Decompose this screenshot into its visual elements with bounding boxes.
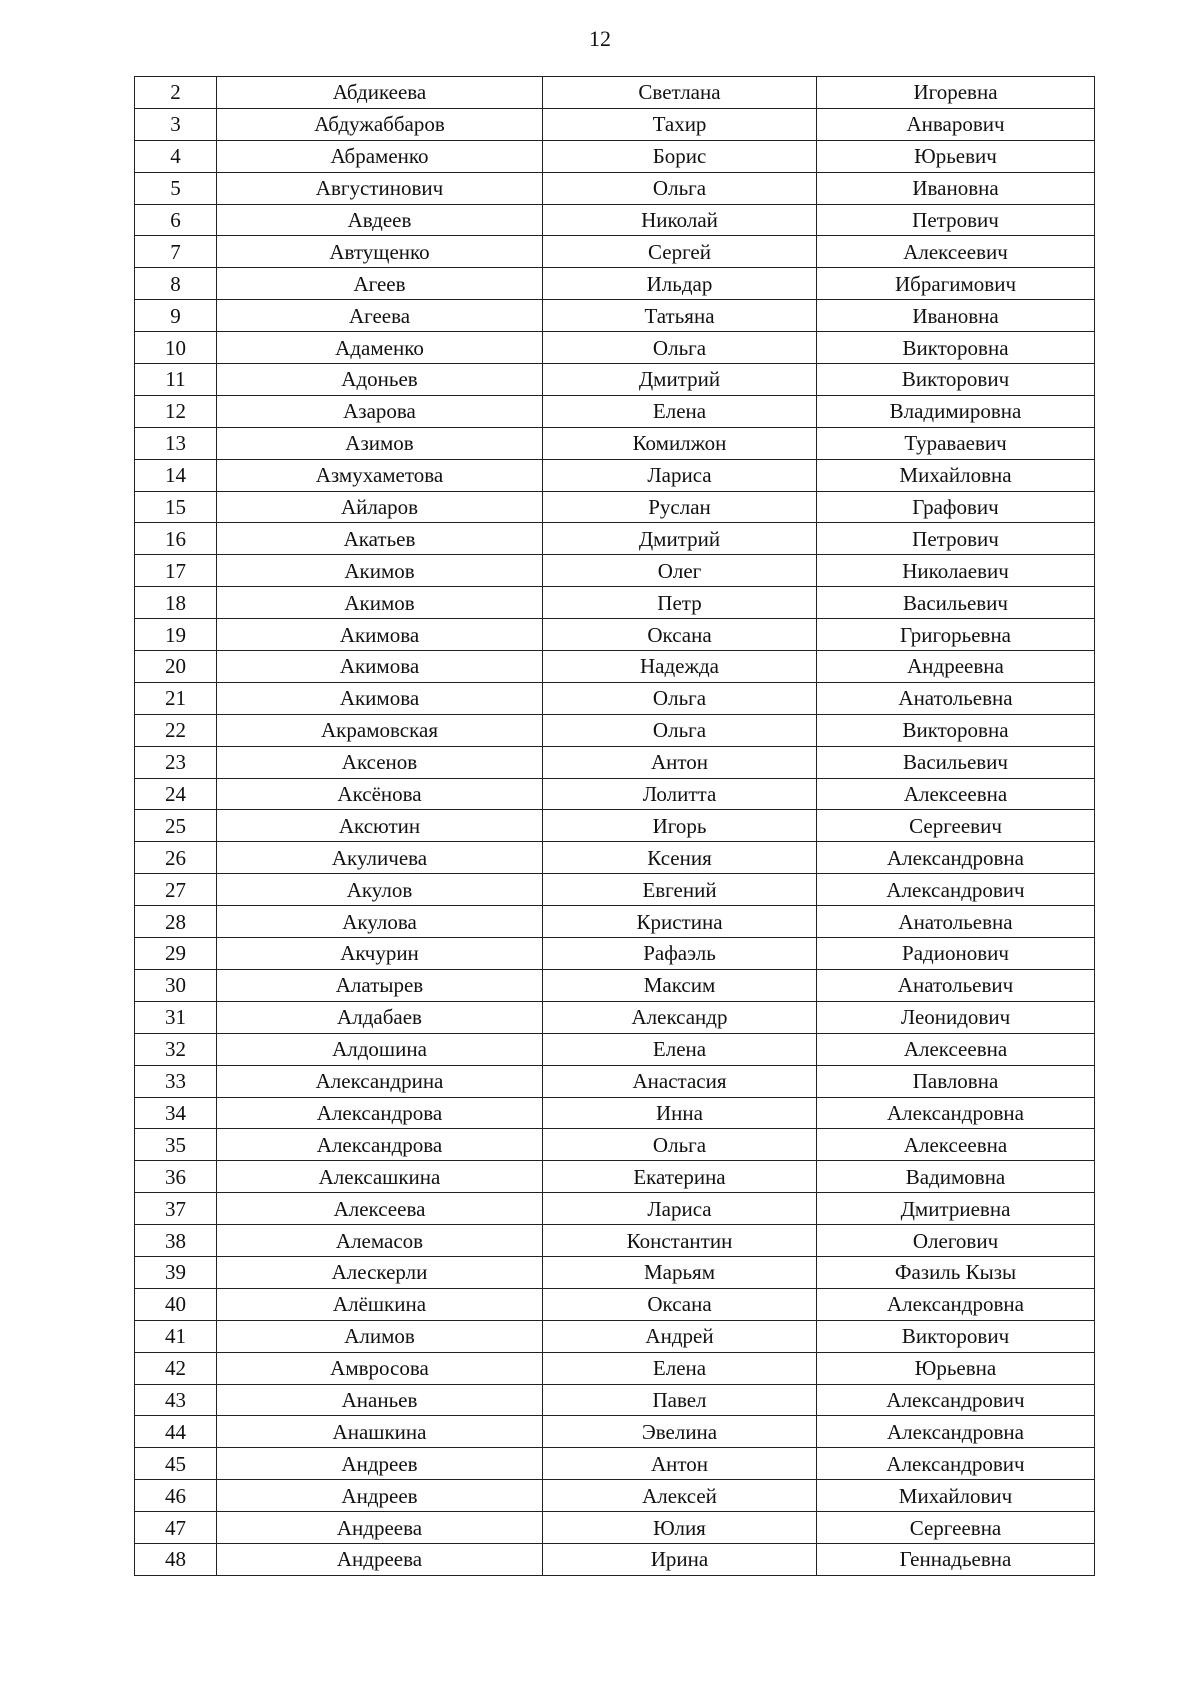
- surname-cell: Акуличева: [217, 842, 543, 874]
- table-row: [135, 1320, 1095, 1352]
- surname-cell: Азарова: [217, 395, 543, 427]
- surname-cell: Алатырев: [217, 969, 543, 1001]
- patronymic-cell: Петрович: [817, 523, 1095, 555]
- table-row: [135, 842, 1095, 874]
- patronymic-cell: Михайловна: [817, 459, 1095, 491]
- first-name-cell: Александр: [543, 1001, 817, 1033]
- row-number-cell: 40: [135, 1288, 217, 1320]
- row-number-cell: 38: [135, 1225, 217, 1257]
- table-row: [135, 810, 1095, 842]
- table-row: [135, 555, 1095, 587]
- first-name-cell: Екатерина: [543, 1161, 817, 1193]
- patronymic-cell: Радионович: [817, 938, 1095, 970]
- row-number-cell: 22: [135, 714, 217, 746]
- row-number-cell: 14: [135, 459, 217, 491]
- table-row: [135, 140, 1095, 172]
- table-row: [135, 1543, 1095, 1575]
- row-number-cell: 28: [135, 906, 217, 938]
- table-row: [135, 332, 1095, 364]
- names-table-body: [135, 77, 1095, 1576]
- row-number-cell: 29: [135, 938, 217, 970]
- row-number-cell: 11: [135, 364, 217, 396]
- row-number-cell: 27: [135, 874, 217, 906]
- first-name-cell: Павел: [543, 1384, 817, 1416]
- surname-cell: Аксенов: [217, 746, 543, 778]
- surname-cell: Алёшкина: [217, 1288, 543, 1320]
- patronymic-cell: Сергеевич: [817, 810, 1095, 842]
- first-name-cell: Елена: [543, 1033, 817, 1065]
- first-name-cell: Ольга: [543, 332, 817, 364]
- row-number-cell: 20: [135, 651, 217, 683]
- patronymic-cell: Игоревна: [817, 77, 1095, 109]
- table-row: [135, 204, 1095, 236]
- patronymic-cell: Павловна: [817, 1065, 1095, 1097]
- row-number-cell: 24: [135, 778, 217, 810]
- surname-cell: Акрамовская: [217, 714, 543, 746]
- row-number-cell: 30: [135, 969, 217, 1001]
- first-name-cell: Лолитта: [543, 778, 817, 810]
- table-row: [135, 1384, 1095, 1416]
- row-number-cell: 16: [135, 523, 217, 555]
- patronymic-cell: Сергеевна: [817, 1512, 1095, 1544]
- table-row: [135, 1129, 1095, 1161]
- table-row: [135, 1480, 1095, 1512]
- first-name-cell: Ксения: [543, 842, 817, 874]
- patronymic-cell: Алексеевич: [817, 236, 1095, 268]
- row-number-cell: 12: [135, 395, 217, 427]
- table-row: [135, 1288, 1095, 1320]
- patronymic-cell: Викторович: [817, 364, 1095, 396]
- surname-cell: Андреева: [217, 1543, 543, 1575]
- row-number-cell: 35: [135, 1129, 217, 1161]
- row-number-cell: 44: [135, 1416, 217, 1448]
- table-row: [135, 1256, 1095, 1288]
- surname-cell: Алемасов: [217, 1225, 543, 1257]
- table-row: [135, 300, 1095, 332]
- surname-cell: Алдабаев: [217, 1001, 543, 1033]
- surname-cell: Амвросова: [217, 1352, 543, 1384]
- patronymic-cell: Александровна: [817, 1097, 1095, 1129]
- first-name-cell: Елена: [543, 395, 817, 427]
- first-name-cell: Кристина: [543, 906, 817, 938]
- table-row: [135, 1097, 1095, 1129]
- first-name-cell: Дмитрий: [543, 523, 817, 555]
- first-name-cell: Светлана: [543, 77, 817, 109]
- row-number-cell: 13: [135, 427, 217, 459]
- surname-cell: Алескерли: [217, 1256, 543, 1288]
- patronymic-cell: Александрович: [817, 1448, 1095, 1480]
- table-row: [135, 1352, 1095, 1384]
- row-number-cell: 5: [135, 172, 217, 204]
- patronymic-cell: Ибрагимович: [817, 268, 1095, 300]
- surname-cell: Аксютин: [217, 810, 543, 842]
- row-number-cell: 43: [135, 1384, 217, 1416]
- patronymic-cell: Григорьевна: [817, 619, 1095, 651]
- patronymic-cell: Дмитриевна: [817, 1193, 1095, 1225]
- patronymic-cell: Анатольевна: [817, 682, 1095, 714]
- surname-cell: Александрова: [217, 1097, 543, 1129]
- patronymic-cell: Владимировна: [817, 395, 1095, 427]
- row-number-cell: 15: [135, 491, 217, 523]
- patronymic-cell: Алексеевна: [817, 1129, 1095, 1161]
- surname-cell: Аксёнова: [217, 778, 543, 810]
- table-row: [135, 1512, 1095, 1544]
- row-number-cell: 41: [135, 1320, 217, 1352]
- table-row: [135, 1161, 1095, 1193]
- surname-cell: Абраменко: [217, 140, 543, 172]
- row-number-cell: 37: [135, 1193, 217, 1225]
- row-number-cell: 3: [135, 108, 217, 140]
- first-name-cell: Елена: [543, 1352, 817, 1384]
- first-name-cell: Юлия: [543, 1512, 817, 1544]
- table-row: [135, 938, 1095, 970]
- table-row: [135, 364, 1095, 396]
- first-name-cell: Константин: [543, 1225, 817, 1257]
- surname-cell: Андреев: [217, 1480, 543, 1512]
- patronymic-cell: Васильевич: [817, 746, 1095, 778]
- first-name-cell: Анастасия: [543, 1065, 817, 1097]
- table-row: [135, 1065, 1095, 1097]
- patronymic-cell: Геннадьевна: [817, 1543, 1095, 1575]
- surname-cell: Алимов: [217, 1320, 543, 1352]
- row-number-cell: 17: [135, 555, 217, 587]
- patronymic-cell: Ивановна: [817, 300, 1095, 332]
- patronymic-cell: Олегович: [817, 1225, 1095, 1257]
- first-name-cell: Ильдар: [543, 268, 817, 300]
- row-number-cell: 32: [135, 1033, 217, 1065]
- row-number-cell: 6: [135, 204, 217, 236]
- first-name-cell: Евгений: [543, 874, 817, 906]
- patronymic-cell: Вадимовна: [817, 1161, 1095, 1193]
- patronymic-cell: Ивановна: [817, 172, 1095, 204]
- surname-cell: Абдужаббаров: [217, 108, 543, 140]
- first-name-cell: Инна: [543, 1097, 817, 1129]
- surname-cell: Акчурин: [217, 938, 543, 970]
- row-number-cell: 19: [135, 619, 217, 651]
- table-row: [135, 651, 1095, 683]
- surname-cell: Акимова: [217, 682, 543, 714]
- row-number-cell: 33: [135, 1065, 217, 1097]
- table-row: [135, 172, 1095, 204]
- first-name-cell: Лариса: [543, 459, 817, 491]
- surname-cell: Акимова: [217, 619, 543, 651]
- patronymic-cell: Андреевна: [817, 651, 1095, 683]
- table-row: [135, 268, 1095, 300]
- first-name-cell: Антон: [543, 1448, 817, 1480]
- row-number-cell: 31: [135, 1001, 217, 1033]
- patronymic-cell: Туравaевич: [817, 427, 1095, 459]
- surname-cell: Адаменко: [217, 332, 543, 364]
- surname-cell: Августинович: [217, 172, 543, 204]
- row-number-cell: 48: [135, 1543, 217, 1575]
- table-row: [135, 1033, 1095, 1065]
- surname-cell: Акимов: [217, 587, 543, 619]
- table-row: [135, 491, 1095, 523]
- row-number-cell: 46: [135, 1480, 217, 1512]
- table-row: [135, 969, 1095, 1001]
- first-name-cell: Ирина: [543, 1543, 817, 1575]
- first-name-cell: Дмитрий: [543, 364, 817, 396]
- row-number-cell: 42: [135, 1352, 217, 1384]
- first-name-cell: Максим: [543, 969, 817, 1001]
- first-name-cell: Игорь: [543, 810, 817, 842]
- first-name-cell: Николай: [543, 204, 817, 236]
- surname-cell: Азмухаметова: [217, 459, 543, 491]
- row-number-cell: 2: [135, 77, 217, 109]
- table-row: [135, 682, 1095, 714]
- row-number-cell: 7: [135, 236, 217, 268]
- row-number-cell: 18: [135, 587, 217, 619]
- table-row: [135, 523, 1095, 555]
- first-name-cell: Рафаэль: [543, 938, 817, 970]
- table-row: [135, 1416, 1095, 1448]
- patronymic-cell: Александровна: [817, 1416, 1095, 1448]
- row-number-cell: 25: [135, 810, 217, 842]
- surname-cell: Акулова: [217, 906, 543, 938]
- row-number-cell: 34: [135, 1097, 217, 1129]
- surname-cell: Александрина: [217, 1065, 543, 1097]
- patronymic-cell: Юрьевна: [817, 1352, 1095, 1384]
- table-row: [135, 236, 1095, 268]
- surname-cell: Алексеева: [217, 1193, 543, 1225]
- table-row: [135, 1225, 1095, 1257]
- patronymic-cell: Петрович: [817, 204, 1095, 236]
- patronymic-cell: Графович: [817, 491, 1095, 523]
- row-number-cell: 47: [135, 1512, 217, 1544]
- table-row: [135, 619, 1095, 651]
- surname-cell: Акимова: [217, 651, 543, 683]
- first-name-cell: Антон: [543, 746, 817, 778]
- table-row: [135, 427, 1095, 459]
- table-row: [135, 108, 1095, 140]
- surname-cell: Акимов: [217, 555, 543, 587]
- patronymic-cell: Викторовна: [817, 714, 1095, 746]
- patronymic-cell: Юрьевич: [817, 140, 1095, 172]
- table-row: [135, 1001, 1095, 1033]
- page-number: 12: [589, 26, 611, 51]
- patronymic-cell: Викторович: [817, 1320, 1095, 1352]
- first-name-cell: Сергей: [543, 236, 817, 268]
- surname-cell: Абдикеева: [217, 77, 543, 109]
- surname-cell: Алексашкина: [217, 1161, 543, 1193]
- first-name-cell: Андрей: [543, 1320, 817, 1352]
- patronymic-cell: Александрович: [817, 1384, 1095, 1416]
- first-name-cell: Оксана: [543, 1288, 817, 1320]
- names-table: [134, 76, 1095, 1576]
- patronymic-cell: Анварович: [817, 108, 1095, 140]
- surname-cell: Автущенко: [217, 236, 543, 268]
- surname-cell: Анашкина: [217, 1416, 543, 1448]
- patronymic-cell: Анатольевна: [817, 906, 1095, 938]
- surname-cell: Ананьев: [217, 1384, 543, 1416]
- table-row: [135, 874, 1095, 906]
- surname-cell: Акулов: [217, 874, 543, 906]
- table-row: [135, 1448, 1095, 1480]
- first-name-cell: Тахир: [543, 108, 817, 140]
- table-row: [135, 906, 1095, 938]
- first-name-cell: Алексей: [543, 1480, 817, 1512]
- first-name-cell: Ольга: [543, 1129, 817, 1161]
- patronymic-cell: Васильевич: [817, 587, 1095, 619]
- surname-cell: Акатьев: [217, 523, 543, 555]
- first-name-cell: Ольга: [543, 682, 817, 714]
- patronymic-cell: Михайлович: [817, 1480, 1095, 1512]
- patronymic-cell: Александрович: [817, 874, 1095, 906]
- row-number-cell: 21: [135, 682, 217, 714]
- surname-cell: Агеев: [217, 268, 543, 300]
- surname-cell: Андреев: [217, 1448, 543, 1480]
- row-number-cell: 36: [135, 1161, 217, 1193]
- table-row: [135, 395, 1095, 427]
- first-name-cell: Оксана: [543, 619, 817, 651]
- first-name-cell: Олег: [543, 555, 817, 587]
- first-name-cell: Комилжон: [543, 427, 817, 459]
- row-number-cell: 10: [135, 332, 217, 364]
- patronymic-cell: Александровна: [817, 842, 1095, 874]
- first-name-cell: Руслан: [543, 491, 817, 523]
- first-name-cell: Татьяна: [543, 300, 817, 332]
- row-number-cell: 23: [135, 746, 217, 778]
- patronymic-cell: Александровна: [817, 1288, 1095, 1320]
- table-row: [135, 587, 1095, 619]
- first-name-cell: Лариса: [543, 1193, 817, 1225]
- row-number-cell: 4: [135, 140, 217, 172]
- table-row: [135, 1193, 1095, 1225]
- row-number-cell: 45: [135, 1448, 217, 1480]
- table-row: [135, 77, 1095, 109]
- surname-cell: Азимов: [217, 427, 543, 459]
- surname-cell: Александрова: [217, 1129, 543, 1161]
- surname-cell: Андреева: [217, 1512, 543, 1544]
- row-number-cell: 39: [135, 1256, 217, 1288]
- table-row: [135, 778, 1095, 810]
- surname-cell: Адоньев: [217, 364, 543, 396]
- first-name-cell: Ольга: [543, 714, 817, 746]
- first-name-cell: Эвелина: [543, 1416, 817, 1448]
- surname-cell: Агеева: [217, 300, 543, 332]
- patronymic-cell: Алексеевна: [817, 778, 1095, 810]
- surname-cell: Алдошина: [217, 1033, 543, 1065]
- first-name-cell: Борис: [543, 140, 817, 172]
- first-name-cell: Надежда: [543, 651, 817, 683]
- table-row: [135, 746, 1095, 778]
- first-name-cell: Петр: [543, 587, 817, 619]
- surname-cell: Айларов: [217, 491, 543, 523]
- patronymic-cell: Фазиль Кызы: [817, 1256, 1095, 1288]
- row-number-cell: 9: [135, 300, 217, 332]
- patronymic-cell: Викторовна: [817, 332, 1095, 364]
- row-number-cell: 8: [135, 268, 217, 300]
- patronymic-cell: Леонидович: [817, 1001, 1095, 1033]
- surname-cell: Авдеев: [217, 204, 543, 236]
- table-row: [135, 714, 1095, 746]
- first-name-cell: Марьям: [543, 1256, 817, 1288]
- first-name-cell: Ольга: [543, 172, 817, 204]
- patronymic-cell: Анатольевич: [817, 969, 1095, 1001]
- patronymic-cell: Алексеевна: [817, 1033, 1095, 1065]
- table-row: [135, 459, 1095, 491]
- patronymic-cell: Николаевич: [817, 555, 1095, 587]
- row-number-cell: 26: [135, 842, 217, 874]
